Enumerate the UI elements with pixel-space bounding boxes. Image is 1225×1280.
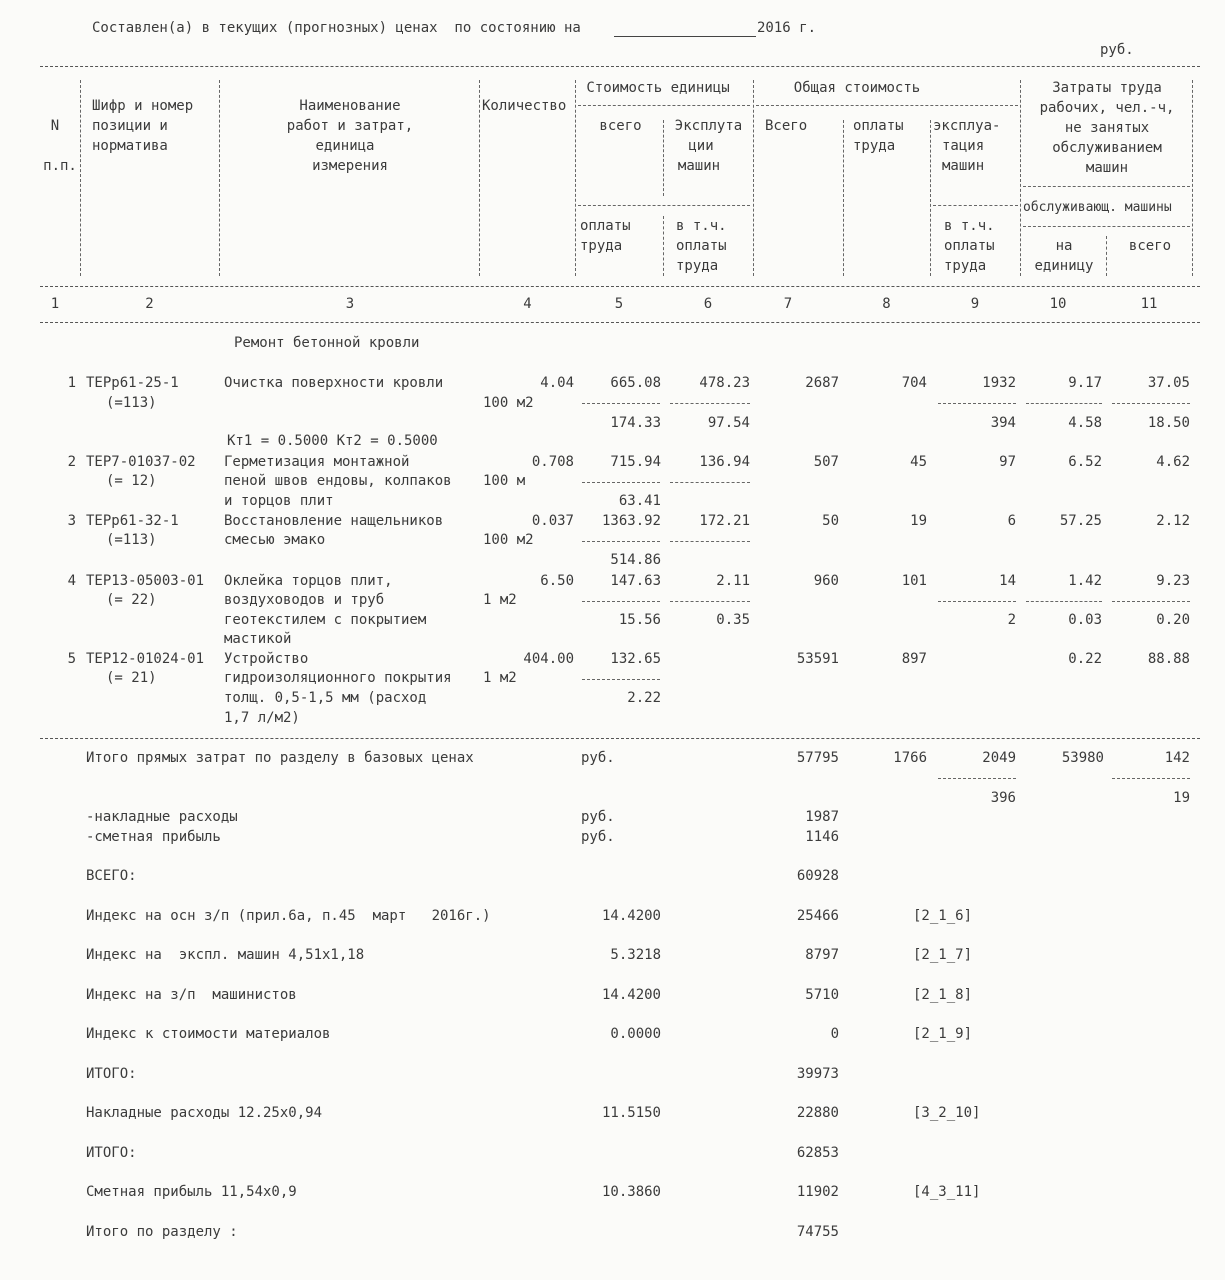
col-num-5: 5 — [614, 296, 624, 312]
overhead-value: 1987 — [805, 809, 839, 825]
overhead-label: -накладные расходы — [86, 809, 238, 825]
row-5-num: 5 — [67, 651, 76, 667]
hdr-unit-mach-3: машин — [677, 158, 721, 174]
row-1-u-mwage: 97.54 — [707, 415, 750, 431]
overhead-calc-ref: [3_2_10] — [913, 1105, 981, 1121]
hdr-unit-cost: Стоимость единицы — [586, 80, 730, 96]
hdr-unit-mach-1: Эксплута — [674, 118, 743, 134]
row-4-code-index: (= 22) — [106, 592, 157, 608]
row-4-wage: 101 — [901, 573, 927, 589]
row-4-total: 960 — [813, 573, 839, 589]
table-top-rule — [40, 66, 1200, 67]
row-2-u-wage: 63.41 — [618, 493, 661, 509]
section-total-label: Итого по разделу : — [86, 1224, 238, 1240]
col-num-4: 4 — [523, 296, 532, 312]
col-divider-4 — [575, 80, 576, 276]
hdr-unit-mwage-1: в т.ч. — [676, 218, 727, 234]
hdr-n: N — [50, 118, 60, 134]
vsego-value: 60928 — [796, 868, 839, 884]
estimate-date-line: Составлен(а) в текущих (прогнозных) ценах по состоянию на — [92, 20, 581, 36]
row-4-lab-total: 9.23 — [1156, 573, 1190, 589]
row-4-name-1: Оклейка торцов плит, — [224, 573, 393, 589]
hdr-labor-total: всего — [1128, 238, 1172, 254]
row-3-total: 50 — [822, 513, 839, 529]
col-divider-5b — [663, 216, 664, 276]
row-1-unit: 100 м2 — [483, 395, 534, 411]
hdr-pp: п.п. — [43, 158, 77, 174]
itogo-1-label: ИТОГО: — [86, 1066, 137, 1082]
estimate-year: 2016 г. — [757, 20, 817, 36]
row-3-lab-unit: 57.25 — [1059, 513, 1102, 529]
row-1-code-index: (=113) — [106, 395, 157, 411]
row-2-u-total: 715.94 — [610, 454, 661, 470]
index-materials-label: Индекс к стоимости материалов — [86, 1026, 331, 1042]
col-num-2: 2 — [145, 296, 154, 312]
col-num-9: 9 — [970, 296, 980, 312]
itogo-2-value: 62853 — [796, 1145, 839, 1161]
hdr-name-1: Наименование — [299, 98, 401, 114]
col-num-11: 11 — [1140, 296, 1158, 312]
row-5-wage: 897 — [901, 651, 927, 667]
row-5-u-wage: 2.22 — [627, 690, 661, 706]
hdr-labor-1: Затраты труда — [1052, 80, 1162, 96]
row-1-rule-c — [938, 403, 1016, 404]
row-2-rule-a — [582, 482, 660, 483]
row-4-name-2: воздуховодов и труб — [224, 592, 385, 608]
index-mach-value: 8797 — [805, 947, 839, 963]
hdr-total-wage-2: труда — [853, 138, 896, 154]
rows-bottom-rule — [40, 738, 1200, 739]
row-4-num: 4 — [67, 573, 76, 589]
index-operators-label: Индекс на з/п машинистов — [86, 987, 297, 1003]
row-3-lab-total: 2.12 — [1156, 513, 1190, 529]
row-3-name-2: смесью эмако — [224, 532, 326, 548]
row-4-lab-total2: 0.20 — [1156, 612, 1190, 628]
hdr-unit-mach-2: ции — [688, 138, 714, 154]
date-blank — [614, 36, 756, 37]
hdr-labor-2: рабочих, чел.-ч, — [1039, 100, 1175, 116]
row-3-code-index: (=113) — [106, 532, 157, 548]
row-3-num: 3 — [67, 513, 76, 529]
row-3-name-1: Восстановление нащельников — [224, 513, 444, 529]
profit-unit: руб. — [581, 829, 615, 845]
total-cost-rule — [756, 105, 1018, 106]
row-2-rule-b — [670, 482, 750, 483]
row-2-qty: 0.708 — [531, 454, 574, 470]
hdr-total-wage-1: оплаты — [853, 118, 904, 134]
hdr-labor-5: машин — [1085, 160, 1129, 176]
row-1-rule-d — [1026, 403, 1102, 404]
row-4-name-3: геотекстилем с покрытием — [224, 612, 427, 628]
row-4-u-wage: 15.56 — [618, 612, 661, 628]
hdr-name-4: измерения — [312, 158, 388, 174]
col-num-3: 3 — [345, 296, 355, 312]
row-2-code-index: (= 12) — [106, 473, 157, 489]
hdr-total-mwage-3: труда — [944, 258, 987, 274]
row-4-rule-a — [582, 601, 660, 602]
index-wage-ref: [2_1_6] — [913, 908, 973, 924]
profit-calc-value: 11902 — [796, 1184, 839, 1200]
direct-rule-b — [1112, 778, 1190, 779]
direct-rule-a — [938, 778, 1016, 779]
row-2-wage: 45 — [910, 454, 927, 470]
hdr-total-mwage-1: в т.ч. — [944, 218, 995, 234]
overhead-unit: руб. — [581, 809, 615, 825]
index-materials-coef: 0.0000 — [610, 1026, 661, 1042]
col-num-6: 6 — [703, 296, 713, 312]
row-4-code: ТЕР13-05003-01 — [86, 573, 205, 589]
row-1-u-wage: 174.33 — [610, 415, 661, 431]
row-4-qty: 6.50 — [540, 573, 574, 589]
index-materials-value: 0 — [830, 1026, 839, 1042]
row-5-code: ТЕР12-01024-01 — [86, 651, 205, 667]
col-num-10: 10 — [1049, 296, 1067, 312]
section-title: Ремонт бетонной кровли — [234, 335, 420, 351]
row-1-qty: 4.04 — [540, 375, 574, 391]
col-divider-6 — [753, 80, 754, 276]
row-1-code: ТЕРр61-25-1 — [86, 375, 179, 391]
profit-value: 1146 — [805, 829, 839, 845]
row-5-qty: 404.00 — [523, 651, 574, 667]
row-4-u-total: 147.63 — [610, 573, 661, 589]
row-2-coef: Кт1 = 0.5000 Кт2 = 0.5000 — [227, 433, 438, 449]
direct-costs-label: Итого прямых затрат по разделу в базовых ценах — [86, 750, 474, 766]
row-1-mach: 1932 — [982, 375, 1016, 391]
col-divider-9 — [1020, 80, 1021, 276]
row-5-name-3: толщ. 0,5-1,5 мм (расход — [224, 690, 427, 706]
row-2-name-3: и торцов плит — [224, 493, 334, 509]
row-2-mach: 97 — [999, 454, 1016, 470]
row-2-total: 507 — [813, 454, 839, 470]
row-2-name-1: Герметизация монтажной — [224, 454, 410, 470]
row-4-u-mwage: 0.35 — [716, 612, 750, 628]
vsego-label: ВСЕГО: — [86, 868, 137, 884]
row-1-name: Очистка поверхности кровли — [224, 375, 444, 391]
index-operators-value: 5710 — [805, 987, 839, 1003]
hdr-total-mach-1: эксплуа- — [933, 118, 1001, 134]
index-mach-ref: [2_1_7] — [913, 947, 973, 963]
col-divider-8 — [930, 120, 931, 276]
row-5-lab-total: 88.88 — [1147, 651, 1190, 667]
row-1-mwage: 394 — [990, 415, 1016, 431]
hdr-unit-total: всего — [599, 118, 642, 134]
hdr-name-2: работ и затрат, — [286, 118, 414, 134]
row-3-wage: 19 — [910, 513, 927, 529]
section-total-value: 74755 — [796, 1224, 839, 1240]
overhead-calc-label: Накладные расходы 12.25х0,94 — [86, 1105, 323, 1121]
hdr-unit-wage-2: труда — [580, 238, 623, 254]
hdr-total: Всего — [765, 118, 808, 134]
hdr-total-mach-2: тация — [942, 138, 985, 154]
row-5-name-2: гидроизоляционного покрытия — [224, 670, 452, 686]
index-operators-ref: [2_1_8] — [913, 987, 973, 1003]
col-divider-7 — [843, 120, 844, 276]
row-1-wage: 704 — [901, 375, 927, 391]
hdr-unit-wage-1: оплаты — [580, 218, 631, 234]
row-3-unit: 100 м2 — [483, 532, 534, 548]
row-5-unit: 1 м2 — [483, 670, 517, 686]
row-1-rule-a — [582, 403, 660, 404]
index-operators-coef: 14.4200 — [601, 987, 661, 1003]
labor-rule-2 — [1023, 226, 1190, 227]
direct-costs-mwage: 396 — [990, 790, 1016, 806]
row-1-lab-total2: 18.50 — [1147, 415, 1190, 431]
row-1-u-mach: 478.23 — [699, 375, 750, 391]
row-5-rule-a — [582, 679, 660, 680]
row-2-code: ТЕР7-01037-02 — [86, 454, 196, 470]
row-4-rule-b — [670, 601, 750, 602]
profit-calc-coef: 10.3860 — [601, 1184, 661, 1200]
hdr-labor-unit-2: единицу — [1034, 258, 1094, 274]
overhead-calc-value: 22880 — [796, 1105, 839, 1121]
overhead-calc-coef: 11.5150 — [601, 1105, 661, 1121]
row-4-mwage: 2 — [1007, 612, 1016, 628]
row-5-total: 53591 — [796, 651, 839, 667]
hdr-labor-service: обслуживающ. машины — [1023, 200, 1172, 215]
unit-cost-rule — [578, 105, 750, 106]
hdr-unit-mwage-3: труда — [676, 258, 719, 274]
row-4-unit: 1 м2 — [483, 592, 517, 608]
index-materials-ref: [2_1_9] — [913, 1026, 973, 1042]
profit-label: -сметная прибыль — [86, 829, 221, 845]
row-5-u-total: 132.65 — [610, 651, 661, 667]
row-1-rule-b — [670, 403, 750, 404]
hdr-labor-unit-1: на — [1055, 238, 1073, 254]
hdr-labor-4: обслуживанием — [1052, 140, 1162, 156]
col-divider-11 — [1192, 80, 1193, 276]
row-2-lab-unit: 6.52 — [1068, 454, 1102, 470]
hdr-qty: Количество — [482, 98, 567, 114]
col-divider-10 — [1106, 236, 1107, 276]
col-divider-5a — [663, 120, 664, 196]
row-4-lab-unit2: 0.03 — [1068, 612, 1102, 628]
row-5-name-1: Устройство — [224, 651, 309, 667]
profit-calc-label: Сметная прибыль 11,54х0,9 — [86, 1184, 297, 1200]
row-5-lab-unit: 0.22 — [1068, 651, 1102, 667]
row-1-u-total: 665.08 — [610, 375, 661, 391]
unit-cost-wage-rule — [578, 205, 750, 206]
row-2-u-mach: 136.94 — [699, 454, 750, 470]
row-1-num: 1 — [67, 375, 76, 391]
col-num-8: 8 — [882, 296, 891, 312]
row-1-lab-unit2: 4.58 — [1068, 415, 1102, 431]
row-4-name-4: мастикой — [224, 631, 292, 647]
hdr-total-mwage-2: оплаты — [944, 238, 995, 254]
hdr-name-3: единица — [315, 138, 375, 154]
itogo-2-label: ИТОГО: — [86, 1145, 137, 1161]
row-4-rule-c — [938, 601, 1016, 602]
row-4-rule-e — [1112, 601, 1190, 602]
col-num-7: 7 — [783, 296, 793, 312]
direct-costs-total: 57795 — [796, 750, 839, 766]
row-2-num: 2 — [67, 454, 76, 470]
row-5-name-4: 1,7 л/м2) — [224, 710, 300, 726]
hdr-labor-3: не занятых — [1064, 120, 1150, 136]
row-1-lab-total: 37.05 — [1147, 375, 1190, 391]
row-2-name-2: пеной швов ендовы, колпаков — [224, 473, 452, 489]
row-5-code-index: (= 21) — [106, 670, 157, 686]
header-bottom-rule — [40, 286, 1200, 287]
hdr-total-mach-3: машин — [942, 158, 985, 174]
direct-costs-lab-unit: 53980 — [1061, 750, 1104, 766]
direct-costs-unit: руб. — [581, 750, 615, 766]
currency-label: руб. — [1100, 42, 1134, 58]
row-3-qty: 0.037 — [531, 513, 574, 529]
hdr-unit-mwage-2: оплаты — [676, 238, 727, 254]
direct-costs-mach: 2049 — [982, 750, 1016, 766]
row-1-total: 2687 — [805, 375, 839, 391]
row-4-lab-unit: 1.42 — [1068, 573, 1102, 589]
row-3-u-mach: 172.21 — [699, 513, 750, 529]
labor-rule-1 — [1023, 186, 1190, 187]
row-3-code: ТЕРр61-32-1 — [86, 513, 179, 529]
row-3-rule-a — [582, 541, 660, 542]
row-1-rule-e — [1112, 403, 1190, 404]
index-wage-label: Индекс на осн з/п (прил.6а, п.45 март 2016г.) — [86, 908, 491, 924]
hdr-code-1: Шифр и номер — [92, 98, 194, 114]
row-3-rule-b — [670, 541, 750, 542]
index-mach-coef: 5.3218 — [610, 947, 661, 963]
column-numbers-rule — [40, 322, 1200, 323]
row-4-rule-d — [1026, 601, 1102, 602]
index-mach-label: Индекс на экспл. машин 4,51х1,18 — [86, 947, 365, 963]
row-2-lab-total: 4.62 — [1156, 454, 1190, 470]
row-4-mach: 14 — [999, 573, 1016, 589]
direct-costs-lab-total2: 19 — [1173, 790, 1190, 806]
col-num-1: 1 — [50, 296, 60, 312]
index-wage-coef: 14.4200 — [601, 908, 661, 924]
direct-costs-wage: 1766 — [893, 750, 927, 766]
index-wage-value: 25466 — [796, 908, 839, 924]
itogo-1-value: 39973 — [796, 1066, 839, 1082]
row-3-u-wage: 514.86 — [610, 552, 661, 568]
hdr-code-3: норматива — [92, 138, 168, 154]
row-2-unit: 100 м — [483, 473, 526, 489]
row-3-u-total: 1363.92 — [601, 513, 661, 529]
col-divider-1 — [80, 80, 81, 276]
row-1-lab-unit: 9.17 — [1068, 375, 1102, 391]
direct-costs-lab-total: 142 — [1164, 750, 1190, 766]
profit-calc-ref: [4_3_11] — [913, 1184, 981, 1200]
hdr-code-2: позиции и — [92, 118, 168, 134]
row-3-mach: 6 — [1007, 513, 1016, 529]
mach-wage-rule — [933, 205, 1018, 206]
hdr-total-cost: Общая стоимость — [793, 80, 921, 96]
row-4-u-mach: 2.11 — [716, 573, 750, 589]
